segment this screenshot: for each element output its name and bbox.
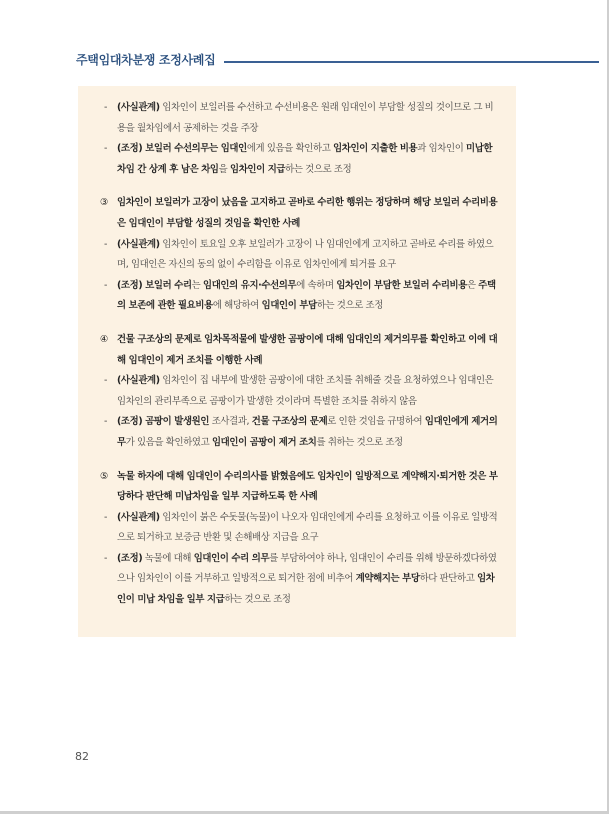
header-title: 주택임대차분쟁 조정사례집 (76, 53, 216, 67)
bullet-dash: - (104, 102, 108, 113)
adjust-text: 를 취하는 것으로 조정 (316, 436, 403, 448)
header-rule (224, 61, 599, 63)
adjust-text: 로 인한 것임을 규명하여 (327, 416, 425, 428)
adjust-tag: (조정) (117, 143, 143, 155)
case5-fact (100, 508, 500, 549)
case2-adjustment (100, 139, 500, 180)
case4-adjustment (100, 412, 500, 453)
case3-heading (100, 193, 500, 234)
adjust-bold: 임대인이 수리 의무 (193, 552, 270, 564)
adjust-text: 하다 판단하고 (419, 573, 478, 585)
adjust-bold: 임대인에게 제거의무 (117, 416, 498, 448)
case-number: ③ (100, 197, 109, 209)
case-heading-text: 건물 구조상의 문제로 임차목적물에 발생한 곰팡이에 대해 임대인의 제거의무를 확인하고 이에 대해 임대인이 제거 조치를 이행한 사례 (117, 333, 498, 366)
fact-text: 임차인이 붉은 수돗물(녹물)이 나오자 임대인에게 수리를 요청하고 이를 이유로 일방적으로 퇴거하고 보증금 반환 및 손해배상 지급을 요구 (117, 511, 498, 544)
adjust-bold: 곰팡이 발생원인 (142, 416, 210, 428)
adjust-bold: 임차인이 지급 (229, 163, 286, 175)
adjust-text: 녹물에 대해 (142, 552, 194, 564)
adjust-text: 에 속하며 (296, 279, 337, 291)
adjust-bold: 임차인이 부담한 보일러 수리비용 (336, 279, 467, 291)
case3-fact (100, 235, 500, 276)
case4-heading (100, 330, 500, 371)
adjust-text: 는 (191, 279, 204, 291)
fact-tag: (사실관계) (117, 238, 160, 250)
adjust-text: 에게 있음을 확인하고 (246, 143, 334, 155)
adjust-bold: 임대인이 부담 (261, 300, 317, 312)
fact-tag: (사실관계) (117, 102, 160, 113)
case-number: ④ (100, 333, 109, 345)
bullet-dash: - (104, 416, 108, 428)
adjust-bold: 임대인이 곰팡이 제거 조치 (211, 436, 317, 448)
adjust-text: 은 (466, 279, 479, 291)
fact-text: 임차인이 토요일 오후 보일러가 고장이 나 임대인에게 고지하고 곧바로 수리를 하였으며, 임대인은 자신의 동의 없이 수리함을 이유로 임차인에게 퇴거를 요구 (117, 238, 494, 271)
adjust-text: 를 부담하여야 하나, 임대인이 수리를 위해 방문하겠다하였으나 임차인이 이를 거부하고 일방적으로 퇴거한 점에 비추어 (117, 552, 497, 585)
adjust-bold: 주택의 보존에 관한 필요비용 (117, 279, 496, 312)
case5-heading (100, 467, 500, 508)
adjust-bold: 건물 구조상의 문제 (251, 416, 328, 428)
adjust-tag: (조정) (117, 416, 143, 428)
case2-fact (100, 98, 500, 139)
fact-tag: (사실관계) (117, 511, 160, 523)
bullet-dash: - (104, 279, 108, 291)
adjust-text: 하는 것으로 조정 (285, 163, 352, 175)
fact-text: 임차인이 보일러를 수선하고 수선비용은 원래 임대인이 부담할 성질의 것이므로 그 비용을 월차임에서 공제하는 것을 주장 (117, 102, 494, 134)
bullet-dash: - (104, 552, 108, 564)
bullet-dash: - (104, 511, 108, 523)
bullet-dash: - (104, 238, 108, 250)
adjust-bold: 계약해지는 부당 (355, 573, 420, 585)
case-number: ⑤ (100, 470, 109, 482)
running-header (76, 51, 215, 68)
case-heading-text: 임차인이 보일러가 고장이 났음을 고지하고 곧바로 수리한 행위는 정당하며 해당 보일러 수리비용은 임대인이 부담할 성질의 것임을 확인한 사례 (117, 197, 498, 229)
case4-fact (100, 371, 500, 412)
adjust-bold: 임대인의 유지·수선의무 (203, 279, 297, 291)
fact-text: 임차인이 집 내부에 발생한 곰팡이에 대한 조치를 취해줄 것을 요청하였으나 임대인은 임차인의 관리부족으로 곰팡이가 발생한 것이라며 특별한 조치를 취하지 않음 (117, 375, 494, 407)
adjust-bold: 보일러 수선의무는 임대인 (142, 143, 247, 155)
bullet-dash: - (104, 375, 108, 387)
adjust-text: 과 임차인이 (417, 143, 467, 155)
adjust-text: 조사결과, (209, 416, 252, 428)
adjust-bold: 보일러 수리 (142, 279, 192, 291)
case-heading-text: 녹물 하자에 대해 임대인이 수리의사를 밝혔음에도 임차인이 일방적으로 계약해지·퇴거한 것은 부당하다 판단해 미납차임을 일부 지급하도록 한 사례 (117, 470, 498, 503)
adjust-text: 하는 것으로 조정 (316, 300, 383, 312)
adjust-text: 에 해당하여 (212, 300, 262, 312)
adjust-bold: 임차인이 지출한 비용 (333, 143, 418, 155)
adjust-bold: 미납한 차임 간 상계 후 남은 차임 (117, 143, 493, 175)
adjust-bold: 임차인이 미납 차임을 일부 지급 (117, 573, 495, 606)
bullet-dash: - (104, 143, 108, 155)
adjust-text: 을 (218, 163, 230, 175)
page-number: 82 (75, 750, 89, 763)
case3-adjustment (100, 276, 500, 317)
fact-tag: (사실관계) (117, 375, 160, 387)
adjust-text: 하는 것으로 조정 (224, 594, 291, 606)
case5-adjustment (100, 549, 500, 611)
adjust-tag: (조정) (117, 279, 143, 291)
adjust-text: 가 있음을 확인하였고 (125, 436, 212, 448)
adjust-tag: (조정) (117, 552, 143, 564)
case-content (100, 98, 500, 611)
